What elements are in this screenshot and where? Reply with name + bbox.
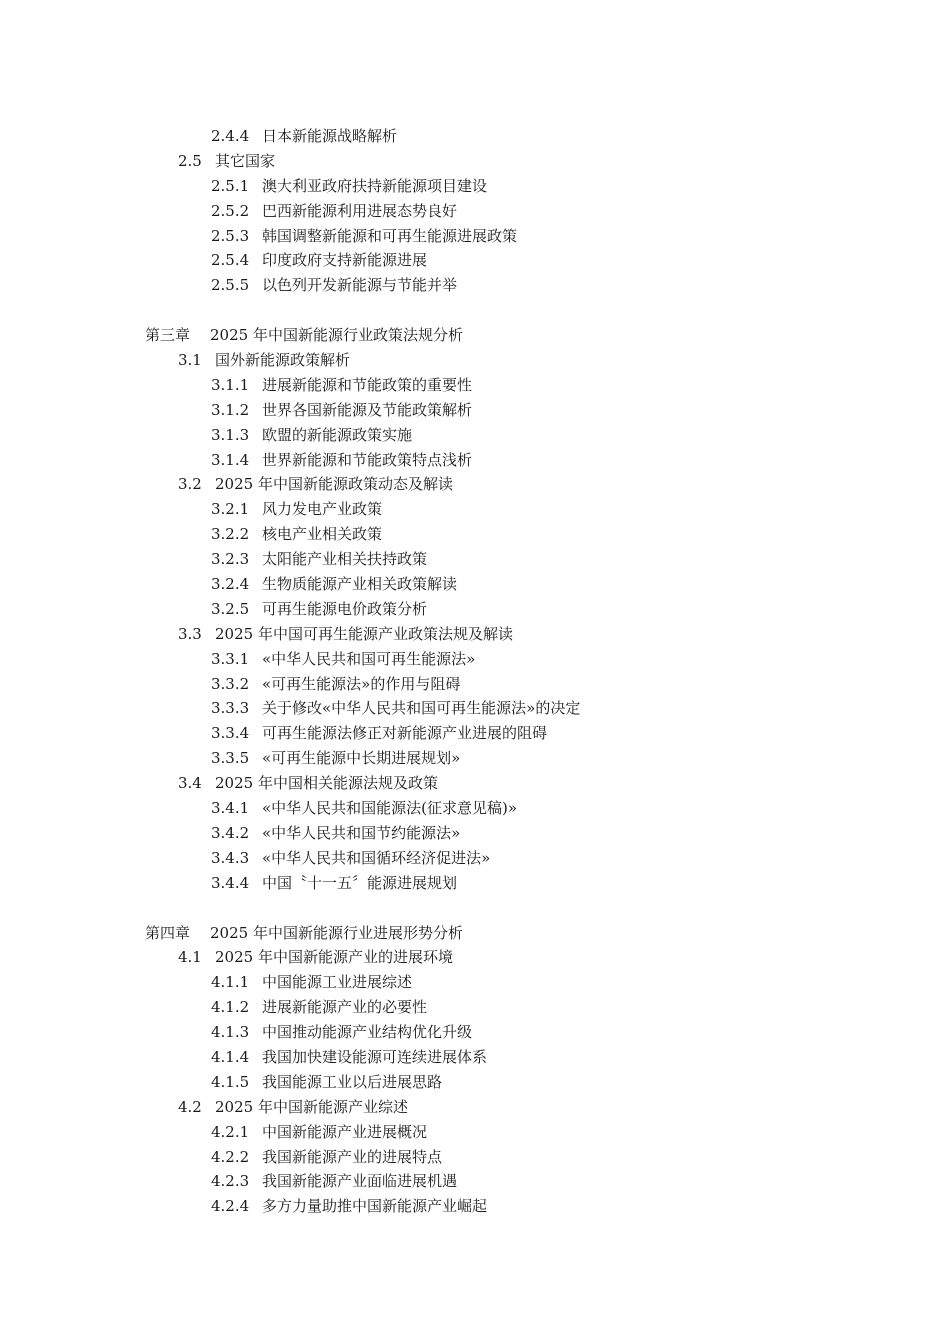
toc-subsection — [0, 398, 950, 423]
toc-subsection — [0, 273, 950, 298]
toc-subsection-number: 3.3.1 — [211, 649, 250, 668]
toc-subsection-title: 中国能源工业进展综述 — [262, 973, 413, 992]
toc-subsection-title: 印度政府支持新能源进展 — [262, 251, 428, 270]
toc-chapter — [0, 323, 950, 348]
toc-subsection — [0, 199, 950, 224]
toc-subsection-number: 3.2.4 — [211, 575, 250, 594]
toc-subsection — [0, 672, 950, 697]
toc-subsection-number: 4.2.3 — [211, 1172, 250, 1191]
toc-subsection-number: 3.4.1 — [211, 799, 250, 818]
toc-subsection-title: 可再生能源电价政策分析 — [262, 599, 428, 618]
toc-subsection-number: 3.2.2 — [211, 525, 250, 544]
toc-section-title: 其它国家 — [215, 151, 276, 170]
toc-subsection-title: 中国新能源产业进展概况 — [262, 1122, 428, 1141]
toc-subsection-number: 4.2.4 — [211, 1197, 250, 1216]
table-of-contents — [0, 124, 950, 1219]
toc-chapter-number: 第三章 — [145, 326, 191, 345]
toc-subsection-number: 3.1.4 — [211, 450, 250, 469]
toc-section — [0, 1095, 950, 1120]
toc-subsection — [0, 1194, 950, 1219]
toc-subsection — [0, 647, 950, 672]
toc-section — [0, 472, 950, 497]
toc-subsection-number: 3.4.3 — [211, 848, 250, 867]
toc-subsection — [0, 124, 950, 149]
toc-subsection-number: 3.2.3 — [211, 550, 250, 569]
toc-subsection-title: «中华人民共和国循环经济促进法» — [262, 848, 491, 867]
toc-subsection-title: 进展新能源产业的必要性 — [262, 998, 428, 1017]
toc-section — [0, 945, 950, 970]
toc-subsection — [0, 448, 950, 473]
toc-subsection-title: «可再生能源中长期进展规划» — [262, 749, 461, 768]
toc-section — [0, 348, 950, 373]
toc-subsection — [0, 522, 950, 547]
toc-subsection-title: 以色列开发新能源与节能并举 — [262, 276, 458, 295]
toc-subsection-number: 4.1.1 — [211, 973, 250, 992]
toc-subsection-number: 4.2.2 — [211, 1147, 250, 1166]
toc-subsection — [0, 1020, 950, 1045]
toc-subsection-title: 日本新能源战略解析 — [262, 127, 398, 145]
toc-subsection — [0, 970, 950, 995]
toc-subsection — [0, 1045, 950, 1070]
toc-subsection-title: 风力发电产业政策 — [262, 500, 383, 519]
toc-subsection-number: 2.5.2 — [211, 201, 250, 220]
toc-subsection-number: 2.4.4 — [211, 127, 250, 145]
toc-section-number: 4.1 — [178, 948, 202, 967]
toc-section-number: 4.2 — [178, 1097, 202, 1116]
toc-subsection-title: 多方力量助推中国新能源产业崛起 — [262, 1197, 488, 1216]
toc-subsection — [0, 995, 950, 1020]
toc-section-title: 2025 年中国可再生能源产业政策法规及解读 — [215, 624, 513, 643]
toc-section-title: 2025 年中国相关能源法规及政策 — [215, 774, 438, 793]
toc-subsection — [0, 1120, 950, 1145]
toc-subsection-number: 3.4.4 — [211, 873, 250, 892]
toc-subsection-title: 我国能源工业以后进展思路 — [262, 1072, 443, 1091]
toc-subsection-number: 3.4.2 — [211, 823, 250, 842]
toc-subsection-title: 中国推动能源产业结构优化升级 — [262, 1023, 473, 1042]
toc-subsection — [0, 547, 950, 572]
toc-section — [0, 149, 950, 174]
toc-subsection-number: 4.1.5 — [211, 1072, 250, 1091]
toc-subsection-number: 3.2.1 — [211, 500, 250, 519]
toc-section-number: 3.2 — [178, 475, 202, 494]
toc-section-title: 2025 年中国新能源产业的进展环境 — [215, 948, 453, 967]
toc-subsection-number: 3.3.4 — [211, 724, 250, 743]
toc-section-number: 3.1 — [178, 351, 202, 370]
toc-subsection-title: 太阳能产业相关扶持政策 — [262, 550, 428, 569]
toc-subsection-number: 2.5.3 — [211, 226, 250, 245]
toc-subsection-number: 3.1.1 — [211, 375, 250, 394]
toc-subsection-title: 中国〝十一五〞能源进展规划 — [262, 873, 458, 892]
toc-subsection-title: 世界新能源和节能政策特点浅析 — [262, 450, 473, 469]
toc-subsection-title: «中华人民共和国节约能源法» — [262, 823, 461, 842]
toc-subsection — [0, 796, 950, 821]
toc-section-title: 国外新能源政策解析 — [215, 351, 351, 370]
toc-subsection — [0, 174, 950, 199]
toc-subsection — [0, 821, 950, 846]
toc-subsection — [0, 746, 950, 771]
toc-section — [0, 622, 950, 647]
toc-subsection — [0, 1169, 950, 1194]
toc-subsection — [0, 1145, 950, 1170]
toc-subsection-number: 3.3.2 — [211, 674, 250, 693]
toc-subsection-number: 2.5.1 — [211, 176, 250, 195]
toc-subsection-title: «中华人民共和国可再生能源法» — [262, 649, 476, 668]
toc-chapter-title: 2025 年中国新能源行业进展形势分析 — [210, 923, 463, 942]
toc-subsection — [0, 696, 950, 721]
toc-subsection-number: 4.1.2 — [211, 998, 250, 1017]
toc-subsection-number: 3.1.3 — [211, 425, 250, 444]
toc-subsection — [0, 1070, 950, 1095]
toc-subsection-title: 进展新能源和节能政策的重要性 — [262, 375, 473, 394]
toc-subsection-title: 生物质能源产业相关政策解读 — [262, 575, 458, 594]
section-spacer — [0, 896, 950, 921]
toc-subsection-title: 我国新能源产业面临进展机遇 — [262, 1172, 458, 1191]
toc-subsection-number: 2.5.4 — [211, 251, 250, 270]
toc-chapter-title: 2025 年中国新能源行业政策法规分析 — [210, 326, 463, 345]
toc-chapter — [0, 921, 950, 946]
toc-section-number: 2.5 — [178, 151, 202, 170]
toc-subsection — [0, 846, 950, 871]
toc-subsection-title: 韩国调整新能源和可再生能源进展政策 — [262, 226, 518, 245]
toc-subsection-number: 3.3.3 — [211, 699, 250, 718]
toc-subsection-title: 关于修改«中华人民共和国可再生能源法»的决定 — [262, 699, 581, 718]
toc-section-number: 3.4 — [178, 774, 202, 793]
toc-subsection-number: 4.1.3 — [211, 1023, 250, 1042]
toc-subsection — [0, 248, 950, 273]
toc-subsection-title: 我国加快建设能源可连续进展体系 — [262, 1047, 488, 1066]
toc-subsection-number: 4.1.4 — [211, 1047, 250, 1066]
toc-subsection-title: «可再生能源法»的作用与阻碍 — [262, 674, 461, 693]
toc-subsection-number: 2.5.5 — [211, 276, 250, 295]
toc-subsection — [0, 572, 950, 597]
toc-subsection-title: 巴西新能源利用进展态势良好 — [262, 201, 458, 220]
section-spacer — [0, 298, 950, 323]
toc-subsection — [0, 597, 950, 622]
toc-subsection-number: 3.3.5 — [211, 749, 250, 768]
toc-subsection-number: 4.2.1 — [211, 1122, 250, 1141]
toc-section-title: 2025 年中国新能源政策动态及解读 — [215, 475, 453, 494]
toc-section — [0, 771, 950, 796]
toc-subsection — [0, 497, 950, 522]
toc-subsection-title: 可再生能源法修正对新能源产业进展的阻碍 — [262, 724, 548, 743]
toc-section-title: 2025 年中国新能源产业综述 — [215, 1097, 408, 1116]
toc-subsection-number: 3.2.5 — [211, 599, 250, 618]
toc-subsection-title: 澳大利亚政府扶持新能源项目建设 — [262, 176, 488, 195]
toc-subsection-title: «中华人民共和国能源法(征求意见稿)» — [262, 799, 518, 818]
toc-subsection-title: 世界各国新能源及节能政策解析 — [262, 400, 473, 419]
toc-subsection-title: 欧盟的新能源政策实施 — [262, 425, 413, 444]
toc-subsection — [0, 721, 950, 746]
toc-subsection-number: 3.1.2 — [211, 400, 250, 419]
toc-chapter-number: 第四章 — [145, 923, 191, 942]
toc-subsection — [0, 423, 950, 448]
toc-subsection — [0, 871, 950, 896]
toc-section-number: 3.3 — [178, 624, 202, 643]
toc-subsection-title: 核电产业相关政策 — [262, 525, 383, 544]
toc-subsection — [0, 373, 950, 398]
toc-subsection — [0, 224, 950, 249]
toc-subsection-title: 我国新能源产业的进展特点 — [262, 1147, 443, 1166]
